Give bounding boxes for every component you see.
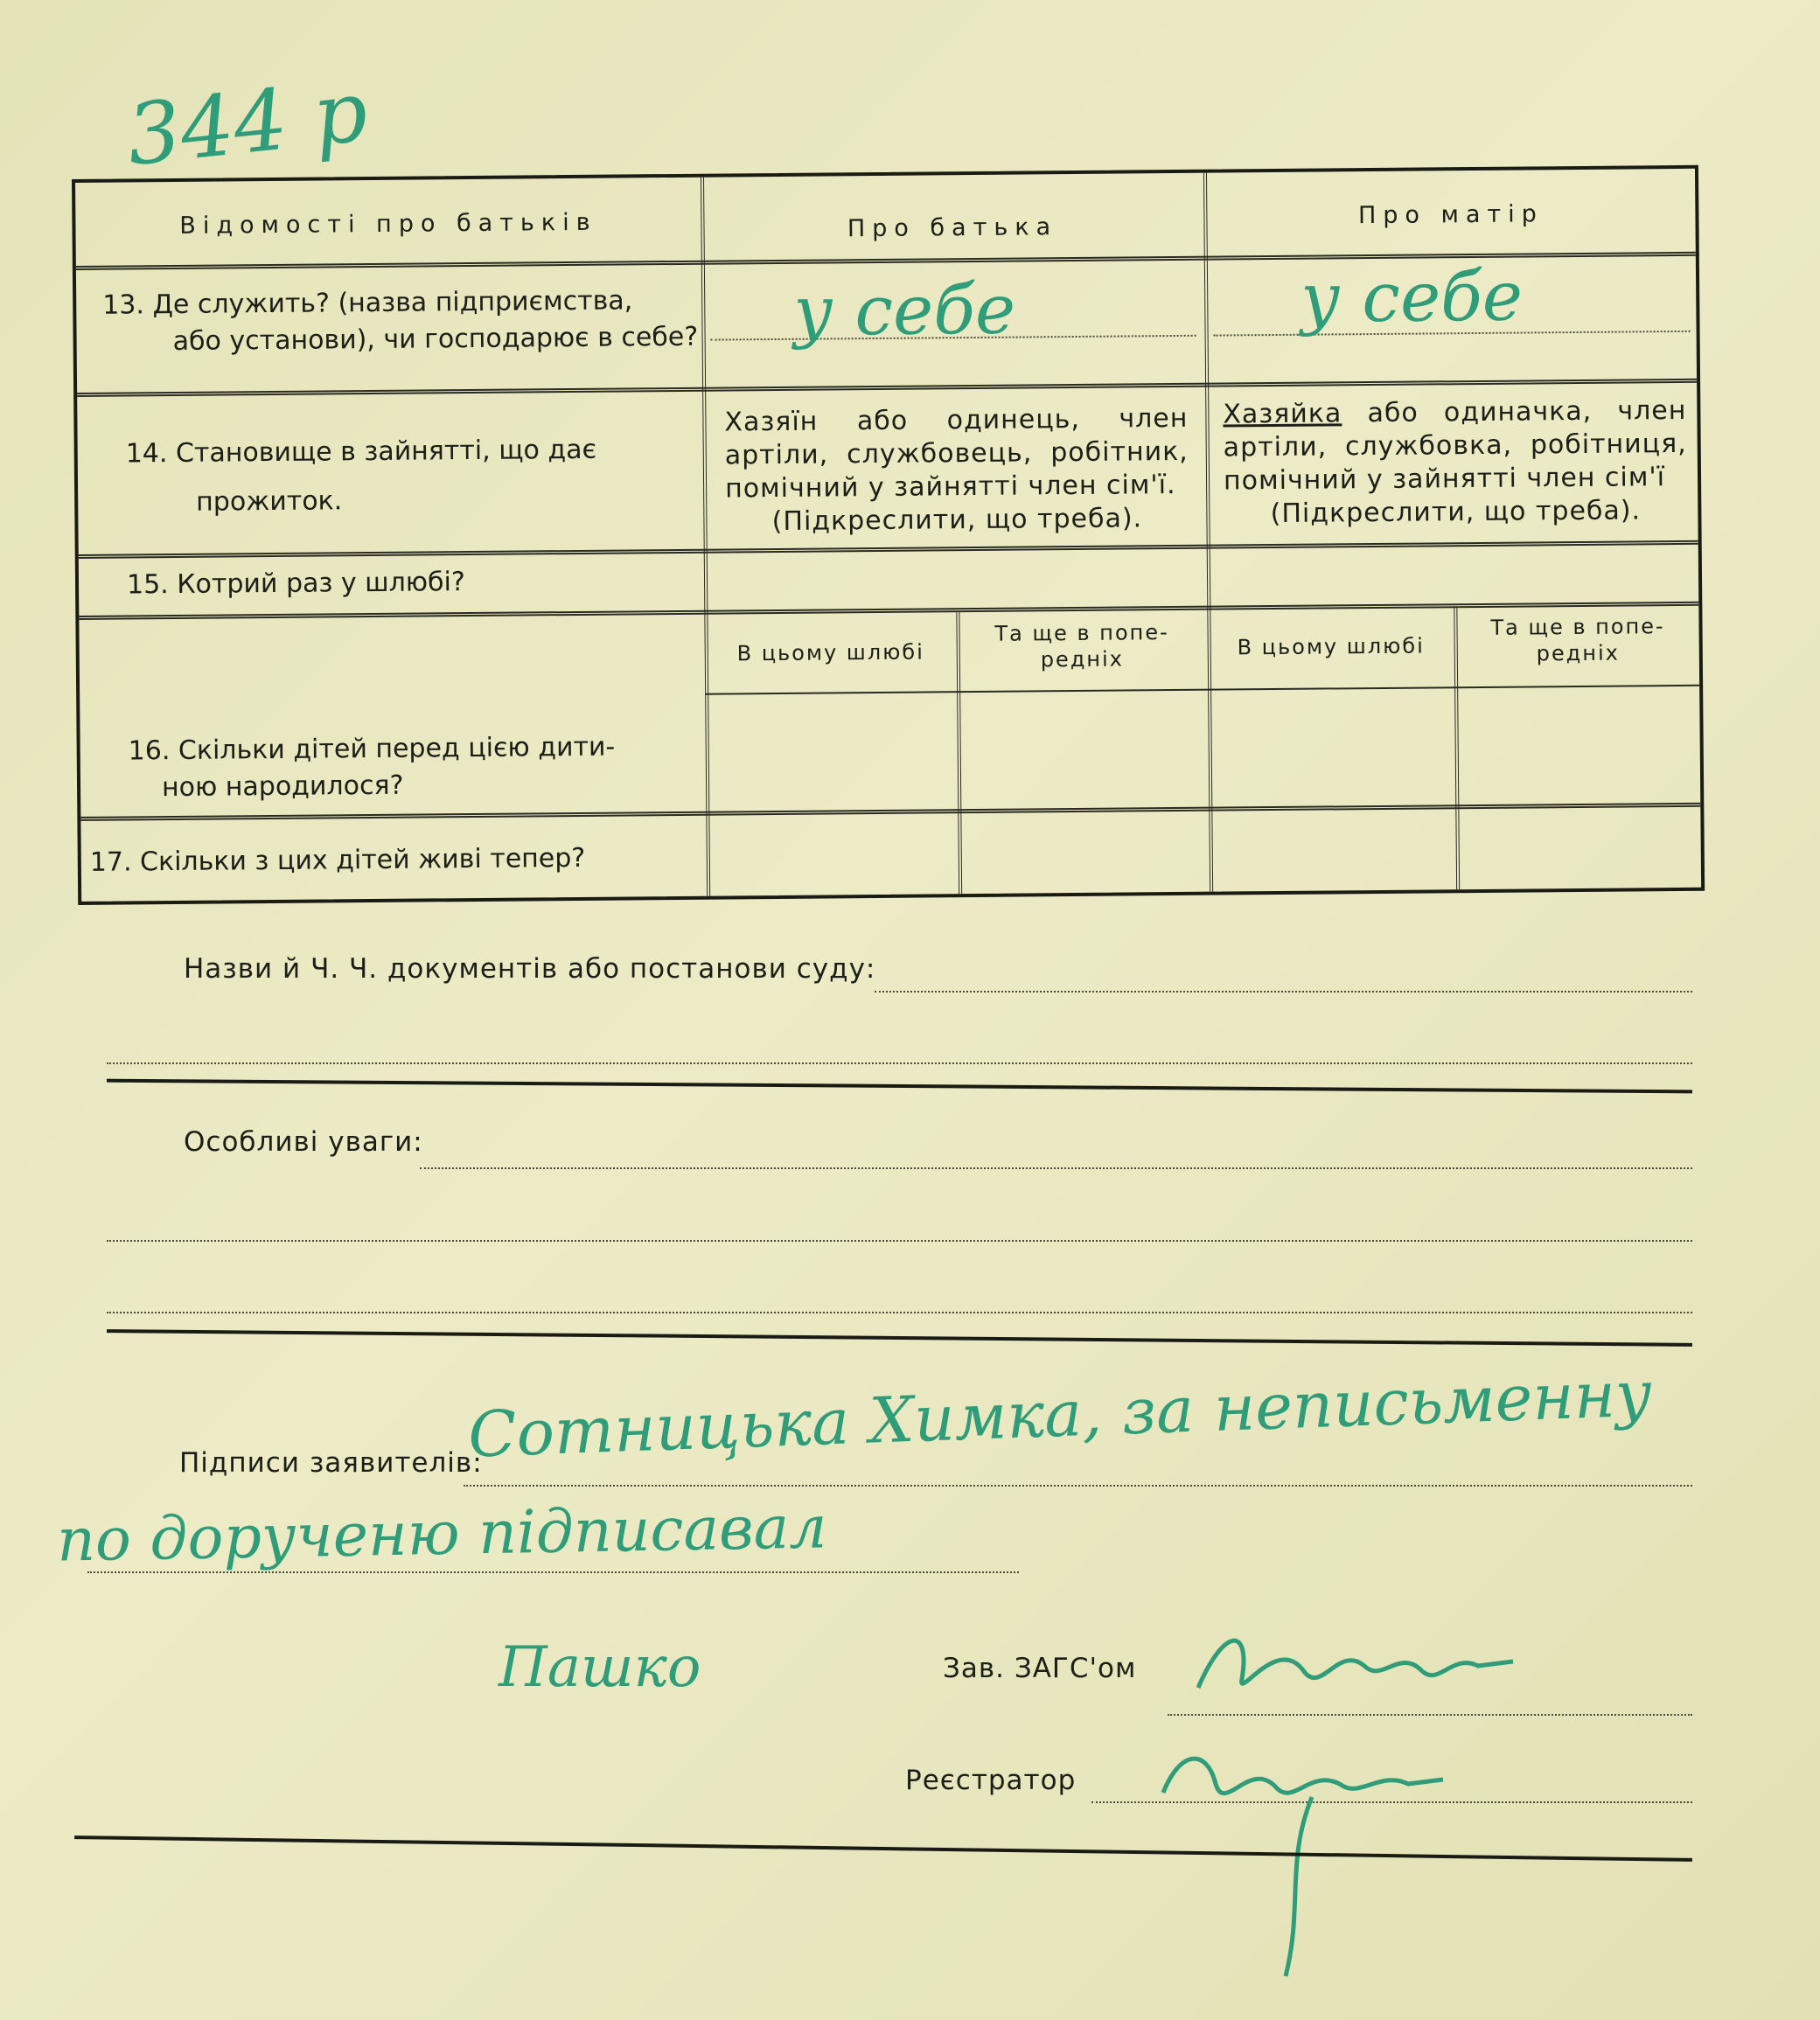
header-parents-info: Відомості про батьків	[179, 208, 597, 240]
q13-label-line1: 13. Де служить? (назва підприємства,	[102, 285, 633, 321]
applicant-signature-line2: по дорученю підписавал	[56, 1493, 828, 1576]
notes-fill-line-3	[107, 1312, 1692, 1313]
column-divider	[1203, 173, 1213, 892]
father-previous-header	[956, 619, 1208, 674]
registrar-label: Реєстратор	[905, 1765, 1077, 1796]
previous-line2: редніх	[1040, 646, 1125, 672]
father-options-note: (Підкреслити, що треба).	[771, 503, 1143, 538]
mother-this-marriage-header: В цьому шлюбі	[1237, 633, 1425, 660]
mother-option-underlined: Хазяйка	[1223, 398, 1342, 430]
notes-fill-line	[420, 1167, 1692, 1169]
father-occupation-options	[724, 402, 1189, 540]
q14-label-line2: прожиток.	[196, 485, 343, 518]
q16-label-line2: ною народилося?	[161, 770, 404, 804]
q16-label	[129, 728, 698, 807]
q14-label-line1: 14. Становище в зайнятті, що дає	[125, 434, 597, 470]
archive-number: 344 р	[122, 61, 373, 185]
signatures-fill-line	[464, 1485, 1692, 1487]
q13-label-line2: або установи), чи господарює в себе?	[172, 321, 699, 357]
section-rule	[107, 1079, 1692, 1094]
previous-line1: Та ще в попе-	[994, 620, 1169, 646]
special-notes-label: Особливі уваги:	[184, 1126, 423, 1158]
registrar-signature-scribble	[1154, 1731, 1522, 1994]
documents-fill-line-2	[107, 1062, 1692, 1064]
mother-options-rest: або одиначка, член артіли, службовка, робітниця, помічний у зайнятті член сім'ї	[1223, 394, 1687, 497]
father-options-text: Хазяїн або одинець, член артіли, службовець, робітник, помічний у зайнятті член сім'ї.	[724, 402, 1189, 505]
documents-label: Назви й Ч. Ч. документів або постанови суду:	[184, 953, 876, 985]
head-signature-scribble	[1189, 1618, 1522, 1714]
father-workplace-answer: у себе	[792, 270, 1016, 352]
row-divider	[77, 379, 1697, 397]
signatures-label: Підписи заявителів:	[179, 1447, 483, 1479]
header-about-mother: Про матір	[1357, 200, 1544, 230]
father-this-marriage-header: В цьому шлюбі	[736, 639, 924, 666]
head-signature-mark	[1189, 1618, 1522, 1717]
q17-label: 17. Скільки з цих дітей живі тепер?	[89, 842, 586, 878]
applicant-signature-line3: Пашко	[499, 1635, 701, 1700]
mother-occupation-options	[1223, 394, 1687, 532]
mother-options-note: (Підкреслити, що треба).	[1270, 495, 1642, 530]
applicant-signature-line1: Сотницька Химка, за неписьменну	[466, 1356, 1654, 1472]
mother-options-text	[1223, 394, 1687, 498]
row-divider	[705, 685, 1699, 695]
previous-line2: редніх	[1536, 640, 1620, 666]
row-divider	[79, 540, 1698, 559]
section-rule	[107, 1329, 1692, 1347]
mother-previous-header	[1454, 613, 1702, 667]
registrar-signature-mark	[1154, 1731, 1522, 1997]
q16-label-line1: 16. Скільки дітей перед цією дити-	[128, 731, 616, 767]
q15-label: 15. Котрий раз у шлюбі?	[126, 567, 465, 601]
q14-label	[126, 431, 695, 522]
q13-label	[102, 282, 707, 361]
documents-fill-line	[875, 991, 1692, 993]
notes-fill-line-2	[107, 1240, 1692, 1242]
header-about-father: Про батька	[847, 213, 1058, 243]
parents-info-table	[72, 165, 1705, 905]
mother-workplace-answer: у себе	[1300, 257, 1524, 338]
signatures-fill-line-2	[87, 1571, 1019, 1573]
head-of-registry-label: Зав. ЗАГС'ом	[943, 1653, 1137, 1684]
previous-line1: Та ще в попе-	[1490, 614, 1665, 640]
